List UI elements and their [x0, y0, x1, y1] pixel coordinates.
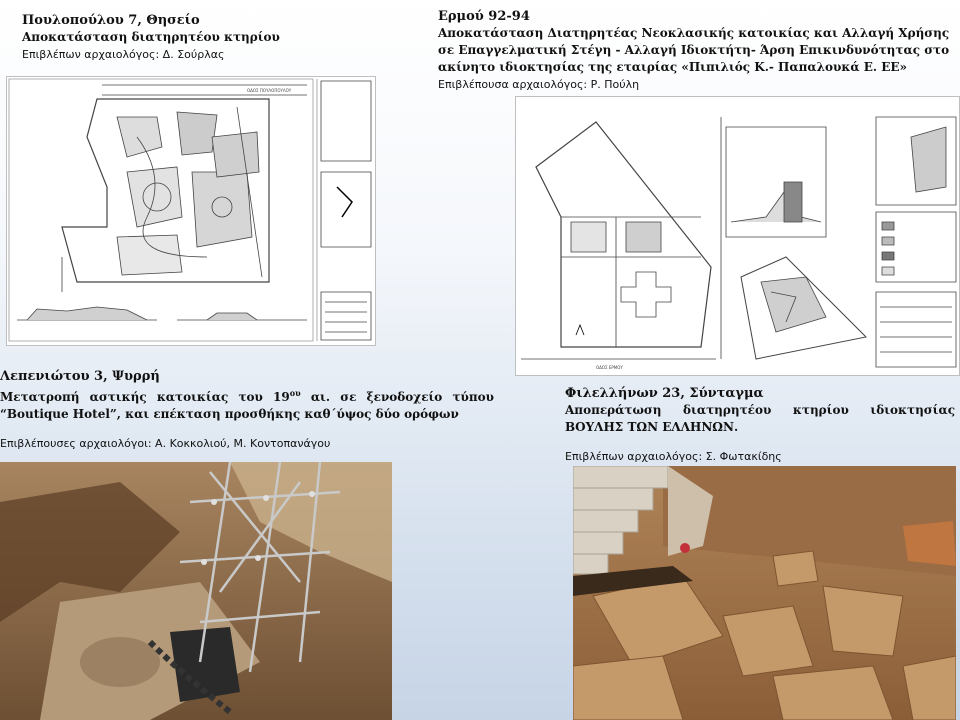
site-title: Πουλοπούλου 7, Θησείο: [22, 13, 200, 28]
street-label: ΟΔΟΣ ΕΡΜΟΥ: [596, 365, 623, 370]
site-supervisor: Επιβλέπων αρχαιολόγος: Δ. Σούρλας: [22, 48, 225, 61]
site-title: Φιλελλήνων 23, Σύνταγμα: [565, 386, 764, 401]
site-supervisor: Επιβλέπων αρχαιολόγος: Σ. Φωτακίδης: [565, 450, 782, 463]
caption-filellinon: [565, 385, 955, 465]
site-title: Λεπενιώτου 3, Ψυρρή: [0, 369, 160, 384]
excavation-photo-lepeniotou: [0, 462, 392, 720]
caption-ermou: [438, 8, 956, 93]
site-description: Αποκατάσταση διατηρητέου κτηρίου: [22, 30, 280, 44]
excavation-photo-filellinon: [573, 466, 956, 720]
site-description-line1: Μετατροπή αστικής κατοικίας του $19^{o\upsilon}$ αι. σε ξενοδοχείο τύπου: [0, 388, 494, 404]
site-description: Αποκατάσταση Διατηρητέας Νεοκλασικής κατοικίας και Αλλαγή Χρήσης σε Επαγγελματική Στέγη - Αλλαγή Ιδιοκτήτη- Άρση Επικινδυνότητας στο ακίνητο ιδιοκτησίας της εταιρίας «Πιπιλιός Κ.- Παπαλουκά Ε. ΕΕ»: [438, 26, 950, 74]
caption-lepeniotou: [0, 368, 494, 452]
plan-drawing-ermou: [515, 96, 960, 376]
site-supervisor: Επιβλέπουσα αρχαιολόγος: Ρ. Πούλη: [438, 78, 640, 91]
street-label: ΟΔΟΣ ΠΟΥΛΟΠΟΥΛΟΥ: [247, 88, 292, 93]
plan-drawing-poulopoulou: [6, 76, 376, 346]
site-description-line2: “Boutique Hotel”, και επέκταση προσθήκης καθ΄ύψος δύο ορόφων: [0, 407, 459, 421]
caption-poulopoulou: [22, 12, 402, 63]
site-description-line2: ΒΟΥΛΗΣ ΤΩΝ ΕΛΛΗΝΩΝ.: [565, 420, 739, 434]
site-supervisor: Επιβλέπουσες αρχαιολόγοι: Α. Κοκκολιού, Μ. Κοντοπανάγου: [0, 437, 331, 450]
site-title: Ερμού 92-94: [438, 9, 530, 24]
site-description-line1: Αποπεράτωση διατηρητέου κτηρίου ιδιοκτησίας: [565, 403, 955, 417]
